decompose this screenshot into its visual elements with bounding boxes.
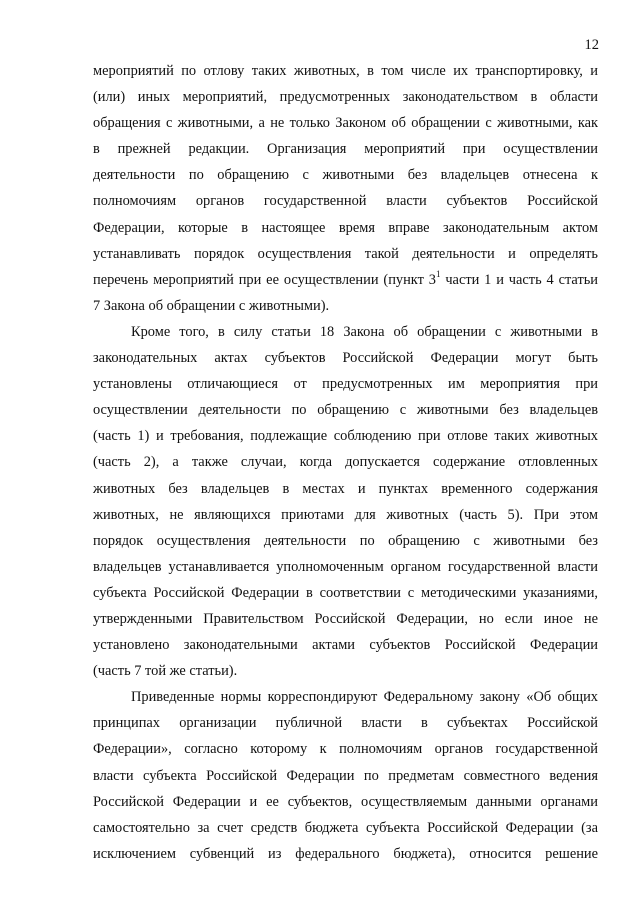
- text-line: владельцев устанавливается уполномоченным органом государственной власти: [93, 558, 598, 575]
- text-line: (часть 1) и требования, подлежащие соблюдению при отлове таких животных: [93, 428, 598, 445]
- reference-text: части 1 и часть 4 статьи: [440, 271, 599, 288]
- text-line: обращения с животными, а не только Законом об обращении с животными, как: [93, 115, 598, 132]
- text-line: Федерации», согласно которому к полномочиям органов государственной: [93, 741, 598, 758]
- text-line: самостоятельно за счет средств бюджета субъекта Российской Федерации (за: [93, 819, 598, 836]
- reference-text: перечень мероприятий при ее осуществлении (пункт 3: [93, 271, 436, 288]
- text-line: Приведенные нормы корреспондируют Федеральному закону «Об общих: [131, 689, 598, 706]
- text-line: исключением субвенций из федерального бюджета), относится решение: [93, 845, 598, 862]
- text-line: утвержденными Правительством Российской Федерации, но если иное не: [93, 610, 598, 627]
- text-line: (часть 7 той же статьи).: [93, 663, 238, 680]
- text-line: в прежней редакции. Организация мероприятий при осуществлении: [93, 141, 598, 158]
- text-line: установлено законодательными актами субъектов Российской Федерации: [93, 637, 598, 654]
- text-line: животных без владельцев в местах и пунктах временного содержания: [93, 480, 598, 497]
- text-line: мероприятий по отлову таких животных, в том числе их транспортировку, и: [93, 63, 598, 79]
- text-line: устанавливать порядок осуществления такой деятельности и определять: [93, 245, 598, 262]
- text-line: Федерации, которые в настоящее время вправе законодательным актом: [93, 219, 598, 236]
- text-line: власти субъекта Российской Федерации по предметам совместного ведения: [93, 767, 598, 784]
- text-line: законодательных актах субъектов Российской Федерации могут быть: [93, 350, 598, 367]
- paragraph: [93, 319, 598, 684]
- text-line: 7 Закона об обращении с животными).: [93, 297, 330, 314]
- text-line: принципах организации публичной власти в субъектах Российской: [93, 715, 598, 732]
- paragraph: [93, 58, 598, 319]
- text-line: животных, не являющихся приютами для животных (часть 5). При этом: [93, 506, 598, 523]
- text-line: полномочиям органов государственной власти субъектов Российской: [93, 193, 598, 210]
- text-line: (часть 2), а также случаи, когда допускается содержание отловленных: [93, 454, 598, 471]
- document-body: [93, 58, 598, 867]
- page-number: 12: [584, 37, 599, 53]
- text-line: порядок осуществления деятельности по обращению с животными без: [93, 532, 598, 549]
- text-line: осуществлении деятельности по обращению с животными без владельцев: [93, 402, 598, 419]
- text-line: Российской Федерации и ее субъектов, осуществляемым данными органами: [93, 793, 598, 810]
- text-line: (или) иных мероприятий, предусмотренных законодательством в области: [93, 89, 598, 106]
- paragraph: [93, 684, 598, 867]
- text-line-with-reference: [93, 267, 598, 293]
- text-line: установлены отличающиеся от предусмотренных им мероприятия при: [93, 376, 598, 393]
- text-line: субъекта Российской Федерации в соответствии с методическими указаниями,: [93, 584, 598, 601]
- text-line: деятельности по обращению с животными без владельцев отнесена к: [93, 167, 598, 184]
- superscript: 1: [435, 268, 441, 279]
- text-line: Кроме того, в силу статьи 18 Закона об обращении с животными в: [131, 323, 598, 340]
